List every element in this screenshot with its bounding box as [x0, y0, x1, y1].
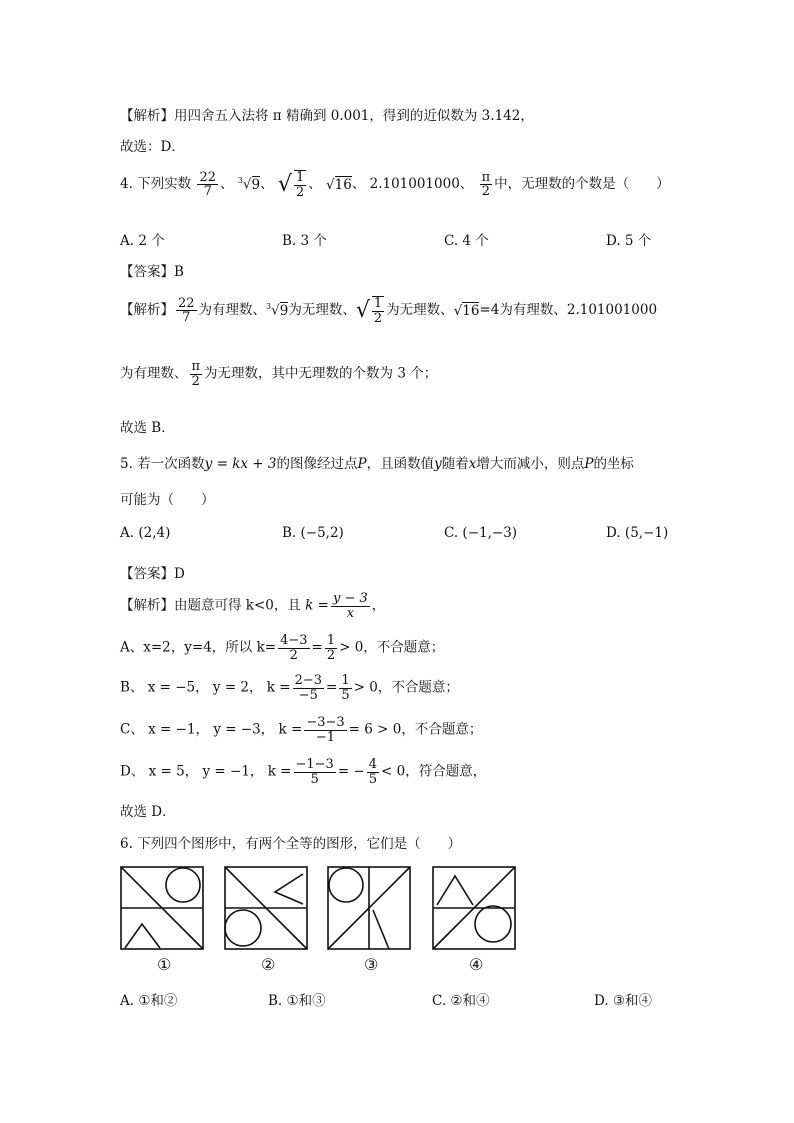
- q5-case-b: B、 x = −5， y = 2， k = $\frac{2-3}{-5}$ = $\frac{1}{5}$ > 0，不合题意；: [120, 673, 459, 703]
- q5-answer: 【答案】D: [120, 566, 185, 582]
- prev-choice: 故选：D．: [120, 139, 185, 155]
- q5-stem-2: 可能为（ ）: [120, 492, 215, 508]
- q5-option-a: A. (2,4): [120, 525, 171, 541]
- q4-option-a: A. 2 个: [120, 233, 165, 249]
- q4-explanation-2: 为有理数、 $\frac{\pi}{2}$ 为无理数，其中无理数的个数为 3 个；: [120, 359, 438, 389]
- figure-4: [433, 867, 515, 949]
- q4-explanation-1: 【解析】 $\frac{22}{7}$ 为有理数、$^3$√9为无理数、√ $\frac{1}{2}$ 为无理数、√16=4为有理数、2.101001000: [120, 295, 658, 326]
- prev-explanation: 【解析】用四舍五入法将 π 精确到 0.001，得到的近似数为 3.142，: [120, 108, 534, 124]
- q6-option-c: C. ②和④: [432, 993, 490, 1009]
- sqrt-16: √16: [326, 176, 352, 193]
- q5-choose: 故选 D．: [120, 804, 176, 820]
- figure-label-1: ①: [157, 955, 172, 974]
- figure-label-2: ②: [261, 955, 276, 974]
- decimal-number: 2.101001000: [369, 176, 460, 193]
- q6-stem: 6. 下列四个图形中，有两个全等的图形，它们是（ ）: [120, 836, 462, 852]
- cube-root-9: $^3$√9: [237, 176, 261, 193]
- q4-stem: 4. 下列实数 $\frac{22}{7}$ 、 $^3$√9、 √ $\frac{1}{2}$ 、 √16、 2.101001000、 $\frac{\pi}{2}$ 中，无理数的个数是（ ）: [120, 169, 670, 200]
- q6-option-b: B. ①和③: [268, 993, 326, 1009]
- q5-case-d: D、 x = 5， y = −1， k = $\frac{-1-3}{5}$ = − $\frac{4}{5}$ < 0，符合题意，: [120, 757, 487, 787]
- q6-option-a: A. ①和②: [120, 993, 178, 1009]
- q4-answer: 【答案】B: [120, 264, 184, 280]
- figure-2: [225, 867, 307, 949]
- q4-choose: 故选 B．: [120, 420, 175, 436]
- q4-option-d: D. 5 个: [606, 233, 652, 249]
- q6-figures: [115, 862, 675, 977]
- figure-label-3: ③: [364, 955, 379, 974]
- fraction-22-7: $\frac{22}{7}$: [199, 169, 217, 200]
- q4-option-c: C. 4 个: [444, 233, 489, 249]
- figure-label-4: ④: [469, 955, 484, 974]
- q6-option-d: D. ③和④: [594, 993, 653, 1009]
- fraction-pi-2: $\frac{\pi}{2}$: [481, 169, 491, 200]
- q5-option-b: B. (−5,2): [282, 525, 344, 541]
- figure-1: [121, 867, 203, 949]
- q5-option-d: D. (5,−1): [606, 525, 669, 541]
- q5-case-a: A、x=2，y=4，所以 k= $\frac{4-3}{2}$ = $\frac{1}{2}$ > 0，不合题意；: [120, 633, 445, 663]
- q5-option-c: C. (−1,−3): [444, 525, 518, 541]
- q5-explanation-1: 【解析】由题意可得 k<0，且 k = $\frac{y - 3}{x}$ ，: [120, 591, 386, 621]
- sqrt-half: √: [277, 172, 292, 198]
- q5-case-c: C、 x = −1， y = −3， k = $\frac{-3-3}{-1}$ = 6 > 0，不合题意；: [120, 715, 483, 745]
- q5-stem: 5. 若一次函数y = kx + 3的图像经过点P，且函数值y随着x增大而减小，则点P的坐标: [120, 456, 634, 472]
- figure-3: [328, 867, 410, 949]
- q4-option-b: B. 3 个: [282, 233, 327, 249]
